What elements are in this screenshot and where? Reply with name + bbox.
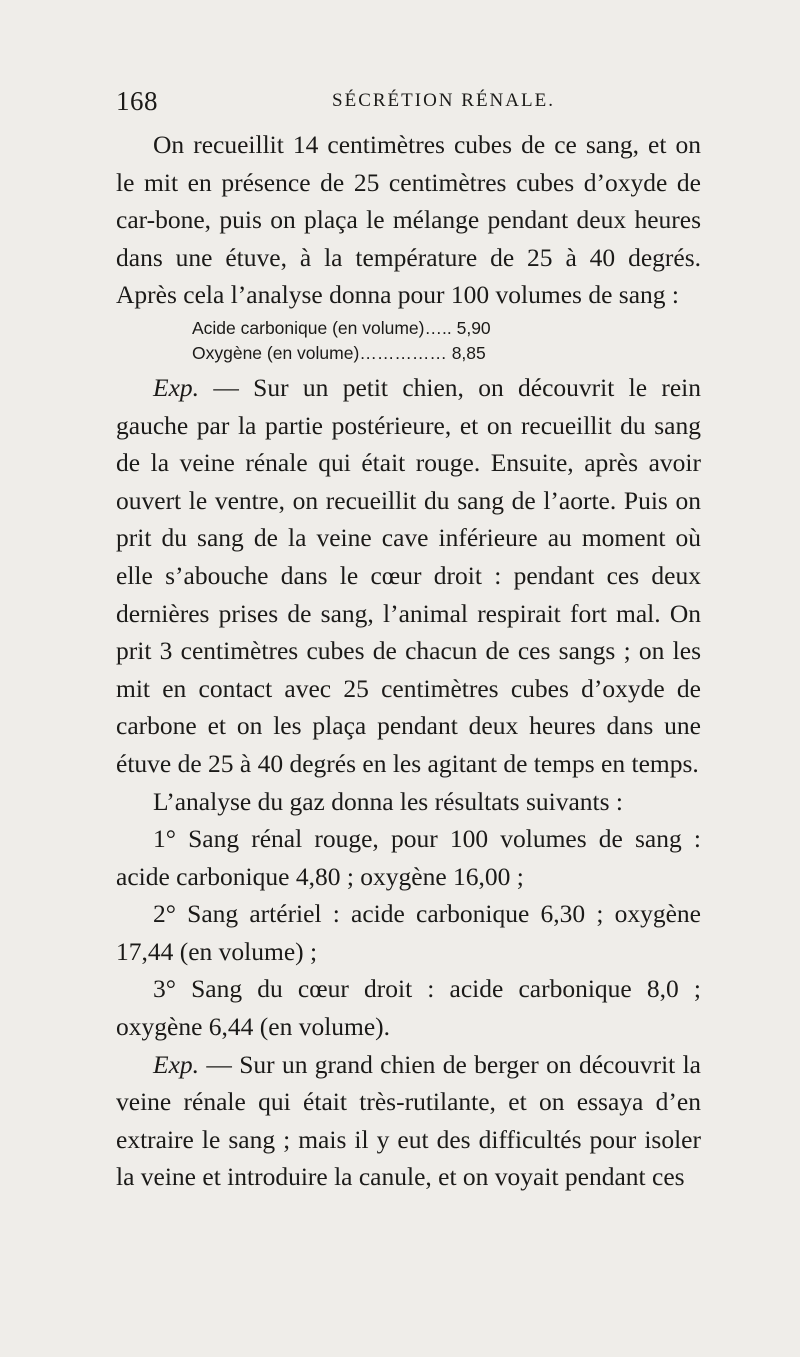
experiment-label: Exp. [153, 1049, 200, 1079]
measurement-leader: ….. [424, 317, 452, 338]
page-header [116, 86, 701, 122]
measurement-label: Acide carbonique (en volume) [192, 317, 425, 338]
measurement-value: 5,90 [456, 317, 491, 338]
measurement-row [192, 341, 701, 366]
paragraph-7 [116, 1046, 701, 1196]
paragraph-1: On recueillit 14 centimètres cubes de ce sang, et on le mit en présence de 25 centimètres cubes d’oxyde de car-bone, puis on plaça le mélange pendant deux heures dans une étuve, à la température de 25 à 40 degrés. Après cela l’analyse donna pour 100 volumes de sang : [116, 130, 701, 310]
page-number: 168 [116, 86, 158, 116]
paragraph-2 [116, 369, 701, 783]
measurement-list [116, 316, 701, 366]
paragraph-5: 2° Sang artériel : acide carbonique 6,30 ; oxygène 17,44 (en volume) ; [116, 899, 701, 966]
measurement-value: 8,85 [451, 342, 486, 363]
paragraph-2-text: — Sur un petit chien, on découvrit le rein gauche par la partie postérieure, et on recueillit du sang de la veine rénale qui était rouge. Ensuite, après avoir ouvert le ventre, on recueillit du sang de l’aorte. Puis on prit du sang de la veine cave inférieure au moment où elle s’abouche dans le cœur droit : pendant ces deux dernières prises de sang, l’animal respirait fort mal. On prit 3 centimètres cubes de chacun de ces sangs ; on les mit en contact avec 25 centimètres cubes d’oxyde de carbone et on les plaça pendant deux heures dans une étuve de 25 à 40 degrés en les agitant de temps en temps. [116, 372, 701, 778]
paragraph-6: 3° Sang du cœur droit : acide carbonique 8,0 ; oxygène 6,44 (en volume). [116, 974, 701, 1042]
paragraph-3: L’analyse du gaz donna les résultats suivants : [153, 786, 623, 816]
measurement-leader: …………… [359, 342, 447, 363]
measurement-row [192, 316, 701, 341]
paragraph-7-text: — Sur un grand chien de berger on découvrit la veine rénale qui était très-rutilante, et on essaya d’en extraire le sang ; mais il y eut des difficultés pour isoler la veine et introduire la canule, et on voyait pendant ces [116, 1049, 701, 1192]
body-text [116, 126, 701, 1196]
running-title: SÉCRÉTION RÉNALE. [332, 90, 555, 111]
paragraph-4: 1° Sang rénal rouge, pour 100 volumes de sang : acide carbonique 4,80 ; oxygène 16,00 ; [116, 824, 701, 891]
experiment-label: Exp. [153, 372, 200, 402]
measurement-label: Oxygène (en volume) [192, 342, 360, 363]
